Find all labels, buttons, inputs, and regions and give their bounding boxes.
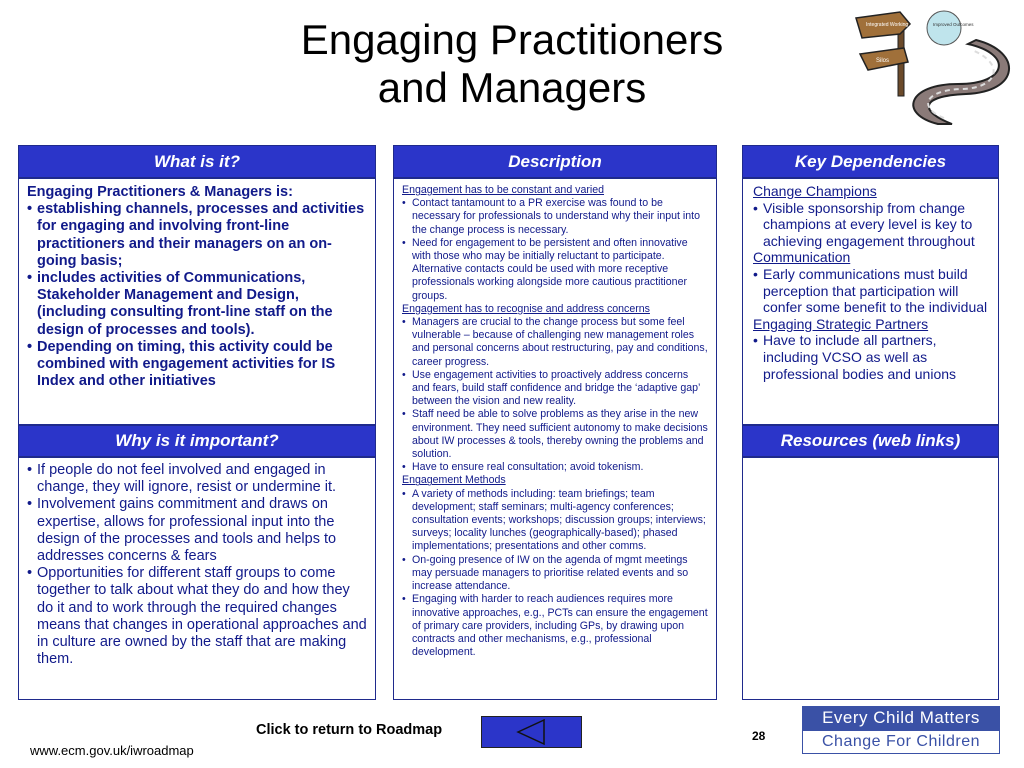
list-item: • Depending on timing, this activity could be combined with engagement activities for IS Index and other initiatives — [27, 338, 336, 390]
back-arrow-icon — [482, 717, 581, 747]
list-item: • Early communications must build perception that participation will confer some benefit to the individual — [753, 265, 988, 316]
title-line-2: and Managers — [377, 64, 647, 111]
key-dependencies-header: Key Dependencies — [742, 145, 999, 178]
sign-label-silos: Silos — [876, 58, 890, 64]
signpost-road-graphic — [838, 4, 1018, 126]
list-item: • Visible sponsorship from change champions at every level is key to achieving engagement throughout — [753, 199, 975, 249]
list-item: • Engaging with harder to reach audiences requires more innovative approaches, e.g., PCTs can ensure the engagement of primary care providers, including GPs, by drawing upon contracts and other mechanisms, e.g., professional development. — [402, 593, 708, 659]
description-section-heading: Engagement Methods — [402, 474, 506, 487]
list-item: • Managers are crucial to the change process but some feel vulnerable – because of challenging new management roles and personal concerns about restructuring, pay and conditions, career progress. — [402, 316, 708, 368]
resources-header: Resources (web links) — [742, 425, 999, 457]
why-important-header: Why is it important? — [18, 425, 376, 457]
list-item: • On-going presence of IW on the agenda of mgmt meetings may persuade managers to prioritise related events and so increase attendance. — [402, 553, 689, 593]
resources-panel — [742, 457, 999, 700]
return-to-roadmap-button[interactable] — [481, 716, 582, 748]
list-item: • Have to ensure real consultation; avoid tokenism. — [402, 461, 644, 474]
sign-label-integrated: Integrated Working — [866, 22, 909, 28]
list-item: • Contact tantamount to a PR exercise was found to be necessary for professionals to understand why their input into the change process is necessary. — [402, 197, 700, 236]
list-item: • establishing channels, processes and activities for engaging and involving front-line practitioners and their managers on an on-going basis; — [27, 201, 365, 269]
sign-label-outcomes: Improved Outcomes — [933, 22, 974, 27]
description-section-heading: Engagement has to be constant and varied — [402, 184, 605, 196]
key-section-heading: Communication — [753, 249, 851, 266]
list-item: • Involvement gains commitment and draws on expertise, allows for professional input into the design of the processes and tools and helps to addresses concerns & fears — [27, 496, 337, 565]
page-title — [240, 16, 784, 112]
key-section-heading: Change Champions — [753, 183, 877, 199]
description-header: Description — [393, 145, 717, 178]
key-dependencies-panel — [742, 178, 999, 425]
list-item: • Have to include all partners, including VCSO as well as professional bodies and unions — [753, 332, 957, 382]
list-item: • includes activities of Communications, Stakeholder Management and Design, (including consulting front-line staff on the design of processes and tools). — [27, 270, 333, 338]
list-item: • Staff need be able to solve problems as they arise in the new environment. They need sufficient autonomy to make decisions about IW processes & tools, thereby owning the problems and solution. — [402, 408, 708, 461]
list-item: • Use engagement activities to proactively address concerns and fears, build staff confidence and bridge the ‘adaptive gap’ between the vision and new reality. — [402, 368, 701, 408]
footer-url[interactable]: www.ecm.gov.uk/iwroadmap — [30, 743, 194, 758]
what-is-it-header: What is it? — [18, 145, 376, 178]
title-line-1: Engaging Practitioners — [300, 16, 724, 63]
logo-line-1: Every Child Matters — [802, 706, 1000, 730]
list-item: • A variety of methods including: team briefings; team development; staff seminars; multi-agency conferences; consultation events; workshops; discussion groups; interviews; surveys; locality lunches (geographically-based); phased implementations; presentations and other comms. — [402, 487, 706, 553]
why-important-panel — [18, 457, 376, 700]
what-is-it-panel — [18, 178, 376, 425]
key-section-heading: Engaging Strategic Partners — [753, 315, 929, 332]
every-child-matters-logo — [802, 706, 1000, 754]
list-item: • Opportunities for different staff groups to come together to talk about what they do and how they do it and to work through the required changes means that changes in operational approaches and in culture are owned by the staff that are making them. — [27, 565, 367, 668]
return-to-roadmap-label[interactable]: Click to return to Roadmap — [256, 722, 443, 738]
logo-line-2: Change For Children — [802, 730, 1000, 754]
list-item: • Need for engagement to be persistent and often innovative with those who may be initially reluctant to participate. Alternative contacts could be used with more receptive professionals working alongside more cautious practitioner groups. — [402, 236, 688, 302]
page-number: 28 — [752, 729, 766, 743]
description-section-heading: Engagement has to recognise and address concerns — [402, 302, 650, 315]
what-intro: Engaging Practitioners & Managers is: — [27, 184, 293, 200]
description-panel — [393, 178, 717, 700]
list-item: • If people do not feel involved and engaged in change, they will ignore, resist or undermine it. — [27, 462, 337, 496]
